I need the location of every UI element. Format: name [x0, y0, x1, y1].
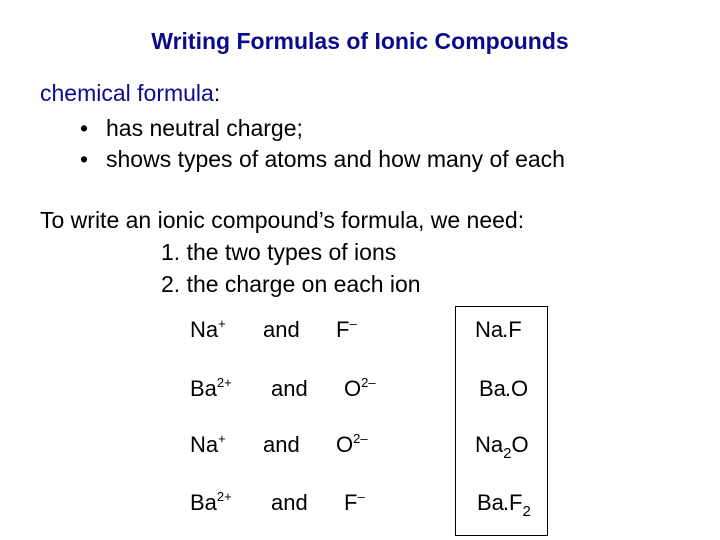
cation-charge: + [218, 431, 226, 446]
bullet-dot: • [80, 115, 89, 141]
anion-charge: – [349, 316, 357, 331]
anion: F– [344, 489, 365, 515]
intro-text: To write an ionic compound’s formula, we need: [40, 207, 525, 233]
anion-charge: 2– [361, 375, 376, 390]
bullet-text: shows types of atoms and how many of each [106, 146, 565, 172]
anion-charge: 2– [353, 431, 368, 446]
anion-charge: – [357, 489, 365, 504]
connector-text: and [263, 432, 300, 457]
connector-text: and [263, 317, 300, 342]
formula: Ba.O [479, 376, 529, 401]
cation: $Ba^{2+}$ [190, 489, 232, 515]
formula-subscript: 2 [522, 503, 531, 520]
anion: $O^{2-}$ [336, 431, 368, 457]
anion: $O^{2-}$ [344, 375, 376, 401]
definition-term: chemical formula [40, 80, 214, 106]
formula: $Na_2O$ [475, 432, 529, 462]
cation-charge: 2+ [216, 375, 232, 390]
step-item: 1. the two types of ions [161, 239, 397, 265]
definition-colon: : [213, 80, 221, 106]
bullet-item [80, 146, 565, 173]
bullet-dot: • [80, 146, 89, 172]
bullet-item [80, 115, 303, 142]
cation-charge: + [218, 316, 226, 331]
cation-charge: 2+ [216, 489, 232, 504]
formula: $Ba.F_2$ [477, 490, 531, 520]
formula: Na.F [475, 317, 522, 342]
step-item: 2. the charge on each ion [161, 271, 421, 297]
cation: $Ba^{2+}$ [190, 375, 232, 401]
formula-subscript: 2 [503, 445, 512, 462]
connector-text: and [271, 490, 308, 515]
bullet-text: has neutral charge; [106, 115, 303, 141]
connector-text: and [271, 376, 308, 401]
anion: F– [336, 316, 357, 342]
cation: Na+ [190, 431, 226, 457]
definition-heading [40, 80, 220, 107]
page-title: Writing Formulas of Ionic Compounds [151, 28, 569, 54]
cation: Na+ [190, 316, 226, 342]
